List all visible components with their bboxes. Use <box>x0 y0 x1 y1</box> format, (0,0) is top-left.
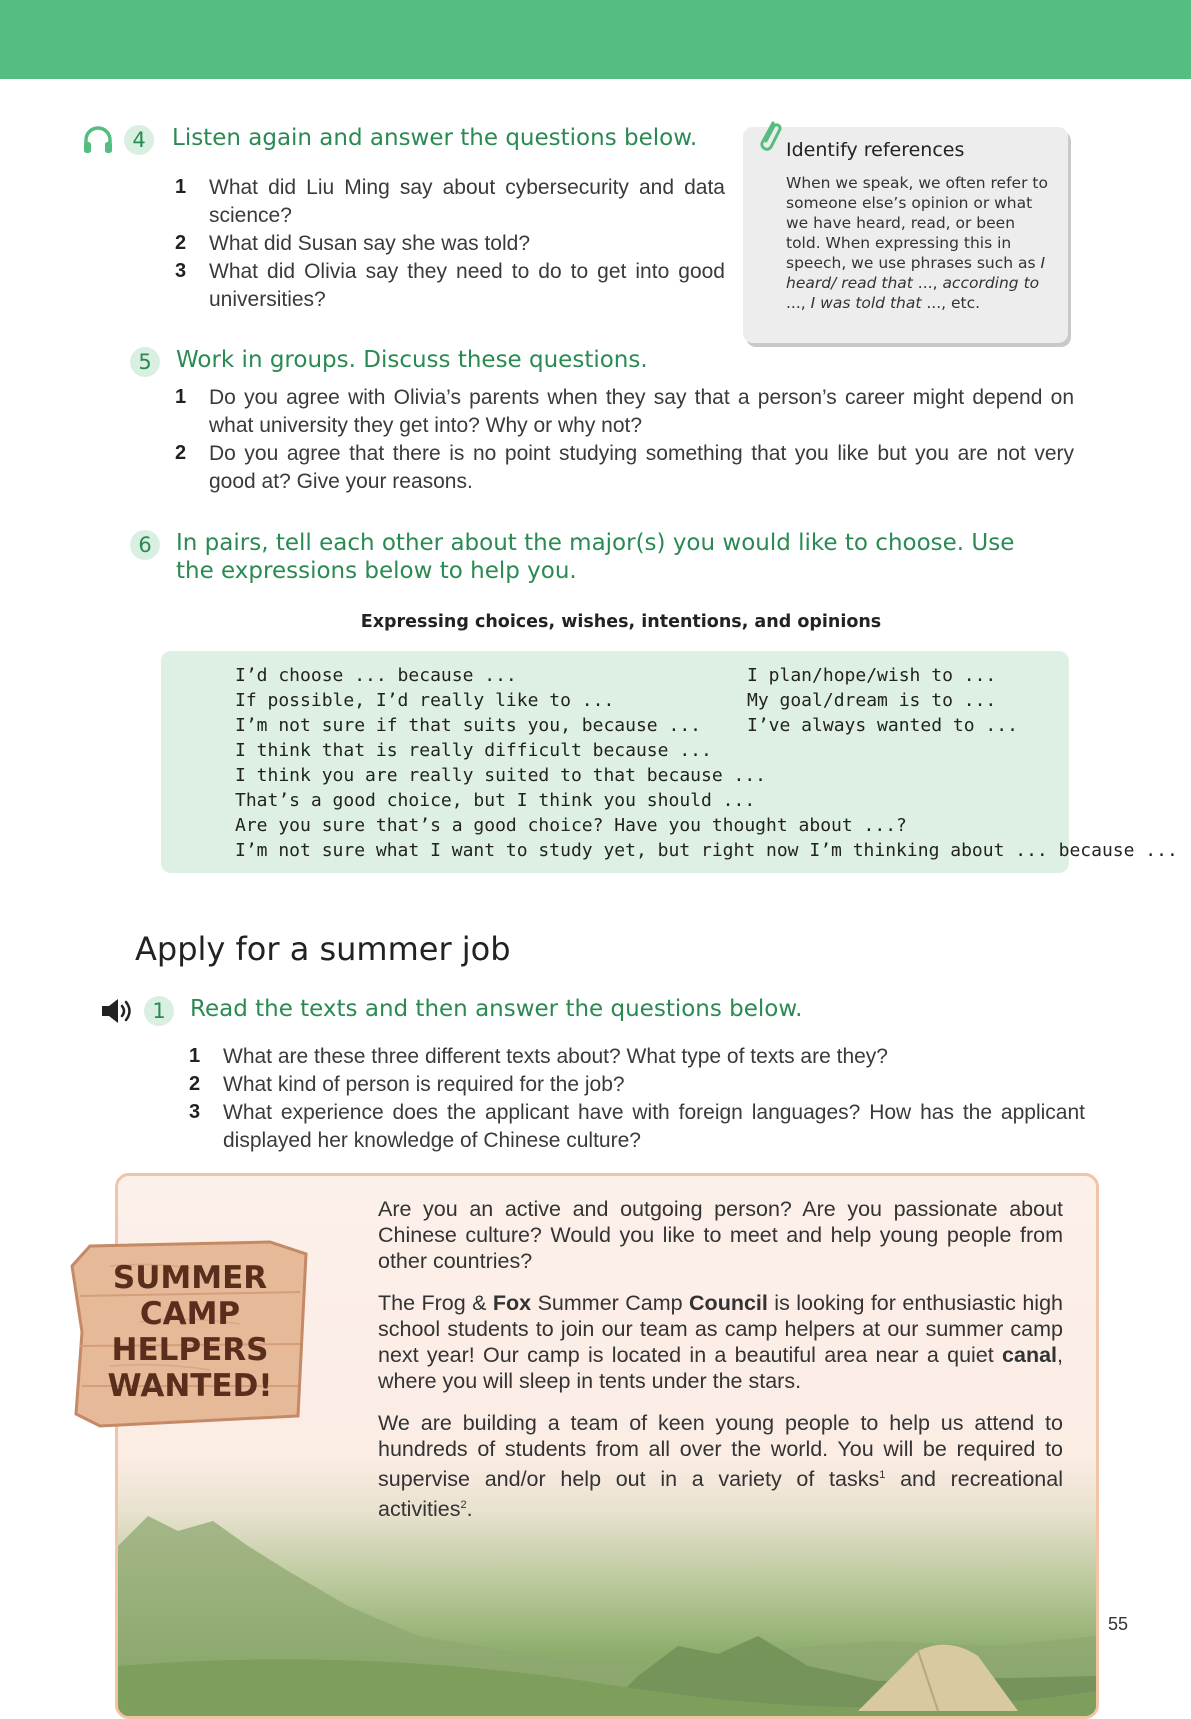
expression-item: I’m not sure what I want to study yet, but right now I’m thinking about ... because ... <box>235 840 1178 861</box>
expression-item: That’s a good choice, but I think you should ... <box>235 790 756 811</box>
expression-item: I’d choose ... because ... <box>235 665 517 686</box>
question-number: 1 <box>175 386 187 408</box>
section-title: Apply for a summer job <box>135 930 511 968</box>
question-number: 1 <box>175 176 187 198</box>
expressions-left-list <box>235 663 1178 863</box>
headphones-icon[interactable] <box>82 125 114 155</box>
exercise-number: 5 <box>130 347 160 377</box>
tip-body: When we speak, we often refer to someone else’s opinion or what we have heard, read, or been told. When expressing this in speech, we use phrases such as I heard/ read that ..., according to ..., I was told that ..., etc. <box>786 174 1048 312</box>
question-number: 2 <box>175 232 187 254</box>
expression-item: Are you sure that’s a good choice? Have you thought about ...? <box>235 815 907 836</box>
question-text: Do you agree with Olivia’s parents when they say that a person’s career might depend on what university they get into? Why or why not? <box>209 386 1074 437</box>
exercise-number: 6 <box>130 530 160 560</box>
question-number: 2 <box>175 442 187 464</box>
expressions-title: Expressing choices, wishes, intentions, and opinions <box>360 612 882 632</box>
exercise-instruction: In pairs, tell each other about the major(s) you would like to choose. Use the expressions below to help you. <box>176 530 1015 584</box>
expression-item: I plan/hope/wish to ... <box>747 665 997 686</box>
exercise-instruction: Listen again and answer the questions below. <box>172 125 698 151</box>
question-text: What did Susan say she was told? <box>209 232 531 255</box>
exercise-number: 1 <box>144 996 174 1026</box>
exercise-instruction: Work in groups. Discuss these questions. <box>176 347 648 373</box>
question-number: 3 <box>189 1101 201 1123</box>
question-number: 3 <box>175 260 187 282</box>
expression-item: My goal/dream is to ... <box>747 690 997 711</box>
question-text: What did Olivia say they need to do to get into good universities? <box>209 260 725 311</box>
question-number: 1 <box>189 1045 201 1067</box>
question-text: What kind of person is required for the job? <box>223 1073 625 1096</box>
tip-box <box>743 127 1068 343</box>
expressions-box <box>161 651 1178 873</box>
expression-item: I think that is really difficult because ... <box>235 740 712 761</box>
expression-item: If possible, I’d really like to ... <box>235 690 615 711</box>
ad-paragraph: The Frog & Fox Summer Camp Council is looking for enthusiastic high school students to join our team as camp helpers at our summer camp next year! Our camp is located in a beautiful area near a quiet canal, where you will sleep in tents under the stars. <box>378 1291 1063 1393</box>
exercise-instruction: Read the texts and then answer the questions below. <box>190 996 803 1022</box>
expression-item: I’m not sure if that suits you, because ... <box>235 715 701 736</box>
expression-item: I think you are really suited to that because ... <box>235 765 767 786</box>
ad-paragraph: We are building a team of keen young people to help us attend to hundreds of students from all over the world. You will be required to supervise and/or help out in a variety of tasks$^1$ and recreational activities$^2$. <box>378 1411 1063 1522</box>
expressions-right-list <box>747 663 1018 738</box>
page-number: 55 <box>1108 1614 1129 1634</box>
advertisement-text <box>378 1196 1063 1522</box>
question-number: 2 <box>189 1073 201 1095</box>
question-text: What experience does the applicant have with foreign languages? How has the applicant displayed her knowledge of Chinese culture? <box>223 1101 1085 1152</box>
wooden-sign <box>70 1236 310 1432</box>
tip-title: Identify references <box>786 139 965 161</box>
sign-text: SUMMER CAMP HELPERS WANTED! <box>107 1260 273 1404</box>
paperclip-icon <box>755 119 783 155</box>
speaker-icon[interactable] <box>100 997 138 1025</box>
top-banner <box>0 0 1191 79</box>
exercise-number: 4 <box>124 125 154 155</box>
question-text: What did Liu Ming say about cybersecurity and data science? <box>209 176 725 227</box>
expression-item: I’ve always wanted to ... <box>747 715 1018 736</box>
question-text: What are these three different texts about? What type of texts are they? <box>223 1045 888 1068</box>
ad-paragraph: Are you an active and outgoing person? Are you passionate about Chinese culture? Would you like to meet and help young people from other countries? <box>378 1197 1063 1273</box>
question-text: Do you agree that there is no point studying something that you like but you are not very good at? Give your reasons. <box>209 442 1074 493</box>
